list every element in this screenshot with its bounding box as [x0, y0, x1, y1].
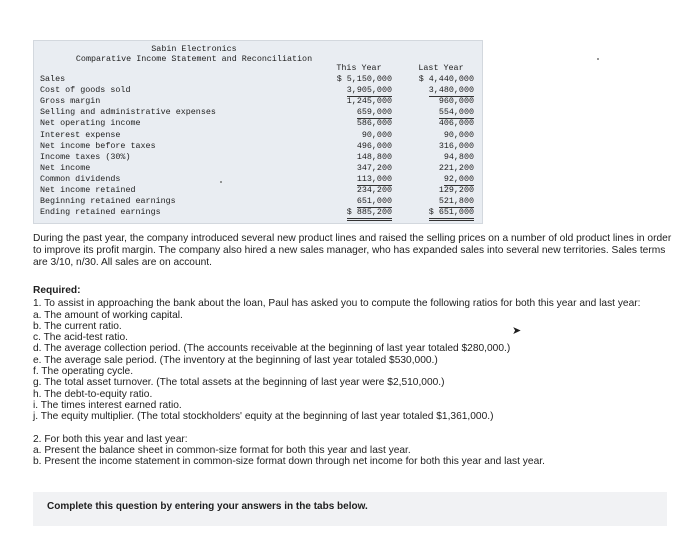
- statement-row: [40, 141, 480, 152]
- row-label: Selling and administrative expenses: [40, 107, 216, 118]
- row-label: Net income before taxes: [40, 140, 156, 151]
- last-year-value: 3,480,000: [428, 85, 474, 96]
- this-year-value: 659,000: [356, 107, 392, 118]
- statement-row: [40, 152, 480, 163]
- stray-dot: [220, 181, 222, 183]
- last-year-value: 521,800: [438, 196, 474, 207]
- row-label: Beginning retained earnings: [40, 196, 176, 207]
- last-year-value: 406,000: [438, 118, 474, 129]
- this-year-value: 1,245,000: [346, 96, 392, 107]
- statement-row: [40, 185, 480, 196]
- col-header-last-year: Last Year: [418, 63, 464, 73]
- last-year-value: 90,000: [443, 129, 474, 140]
- row-label: Net income retained: [40, 185, 136, 195]
- this-year-value: 113,000: [356, 173, 392, 184]
- row-label: Ending retained earnings: [40, 207, 161, 218]
- this-year-value: $ 885,200: [347, 207, 392, 221]
- this-year-value: $ 5,150,000: [336, 74, 392, 84]
- question-1: 1. To assist in approaching the bank about the loan, Paul has asked you to compute the following ratios for both this year and last year:: [33, 298, 641, 310]
- row-label: Net operating income: [40, 118, 141, 129]
- this-year-value: 347,200: [356, 162, 392, 173]
- required-section: [33, 285, 683, 467]
- intro-paragraph: During the past year, the company introduced several new product lines and raised the selling prices on a number of old product lines in order to improve its profit margin. The company also hired a new sales manager, who has expanded sales into several new territories. Sales terms are 3/10, n/30. All sales are on account.: [33, 233, 672, 268]
- required-heading: Required:: [33, 285, 81, 296]
- last-year-value: 221,200: [438, 162, 474, 173]
- requirement-item: a. The amount of working capital.: [33, 309, 183, 321]
- statement-row: [40, 96, 480, 107]
- statement-title: Comparative Income Statement and Reconciliation: [75, 54, 313, 64]
- question-2: 2. For both this year and last year:: [33, 433, 188, 445]
- statement-row: [40, 130, 480, 141]
- requirement-item: d. The average collection period. (The accounts receivable at the beginning of last year totaled $280,000.): [33, 343, 511, 355]
- this-year-value: 234,200: [356, 185, 392, 195]
- last-year-value: 94,800: [443, 151, 474, 162]
- last-year-value: 554,000: [438, 107, 474, 118]
- income-statement-table: [33, 40, 483, 224]
- row-label: Gross margin: [40, 96, 101, 107]
- this-year-value: 651,000: [356, 196, 392, 207]
- statement-row: [40, 118, 480, 129]
- statement-row: [40, 74, 480, 85]
- requirement-item: f. The operating cycle.: [33, 366, 134, 378]
- stray-dot: [597, 58, 599, 60]
- question-1-items: [33, 310, 683, 423]
- this-year-value: 90,000: [361, 129, 392, 140]
- row-label: Common dividends: [40, 173, 121, 184]
- requirement-item: c. The acid-test ratio.: [33, 332, 128, 344]
- row-label: Sales: [40, 74, 66, 84]
- row-label: Income taxes (30%): [40, 151, 131, 162]
- this-year-value: 586,000: [356, 118, 392, 129]
- mouse-cursor-icon: ➤: [512, 325, 522, 337]
- last-year-value: 316,000: [438, 140, 474, 151]
- statement-row: [40, 196, 480, 207]
- requirement-item: i. The times interest earned ratio.: [33, 399, 182, 411]
- last-year-value: $ 651,000: [429, 207, 474, 221]
- this-year-value: 148,800: [356, 151, 392, 162]
- statement-row: [40, 163, 480, 174]
- instruction-banner: Complete this question by entering your answers in the tabs below.: [33, 492, 667, 526]
- this-year-value: 496,000: [356, 140, 392, 151]
- statement-row: [40, 174, 480, 185]
- requirement-item: g. The total asset turnover. (The total assets at the beginning of last year were $2,510,000.): [33, 377, 445, 389]
- last-year-value: 960,000: [438, 96, 474, 107]
- statement-row: [40, 85, 480, 96]
- question-2-items: [33, 445, 683, 468]
- requirement-item: a. Present the balance sheet in common-size format for both this year and last year.: [33, 444, 411, 456]
- statement-row: [40, 207, 480, 218]
- requirement-item: e. The average sale period. (The inventory at the beginning of last year totaled $530,000.): [33, 354, 438, 366]
- company-name: Sabin Electronics: [151, 44, 237, 54]
- this-year-value: 3,905,000: [346, 85, 392, 96]
- row-label: Interest expense: [40, 129, 121, 140]
- row-label: Cost of goods sold: [40, 85, 131, 96]
- statement-row: [40, 107, 480, 118]
- last-year-value: $ 4,440,000: [418, 74, 474, 84]
- requirement-item: b. Present the income statement in common-size format down through net income for both this year and last year.: [33, 456, 545, 468]
- requirement-item: h. The debt-to-equity ratio.: [33, 388, 153, 400]
- requirement-item: j. The equity multiplier. (The total stockholders' equity at the beginning of last year totaled $1,361,000.): [33, 411, 494, 423]
- last-year-value: 92,000: [443, 173, 474, 184]
- col-header-this-year: This Year: [336, 63, 382, 73]
- requirement-item: b. The current ratio.: [33, 320, 122, 332]
- last-year-value: 129,200: [438, 185, 474, 195]
- row-label: Net income: [40, 162, 91, 173]
